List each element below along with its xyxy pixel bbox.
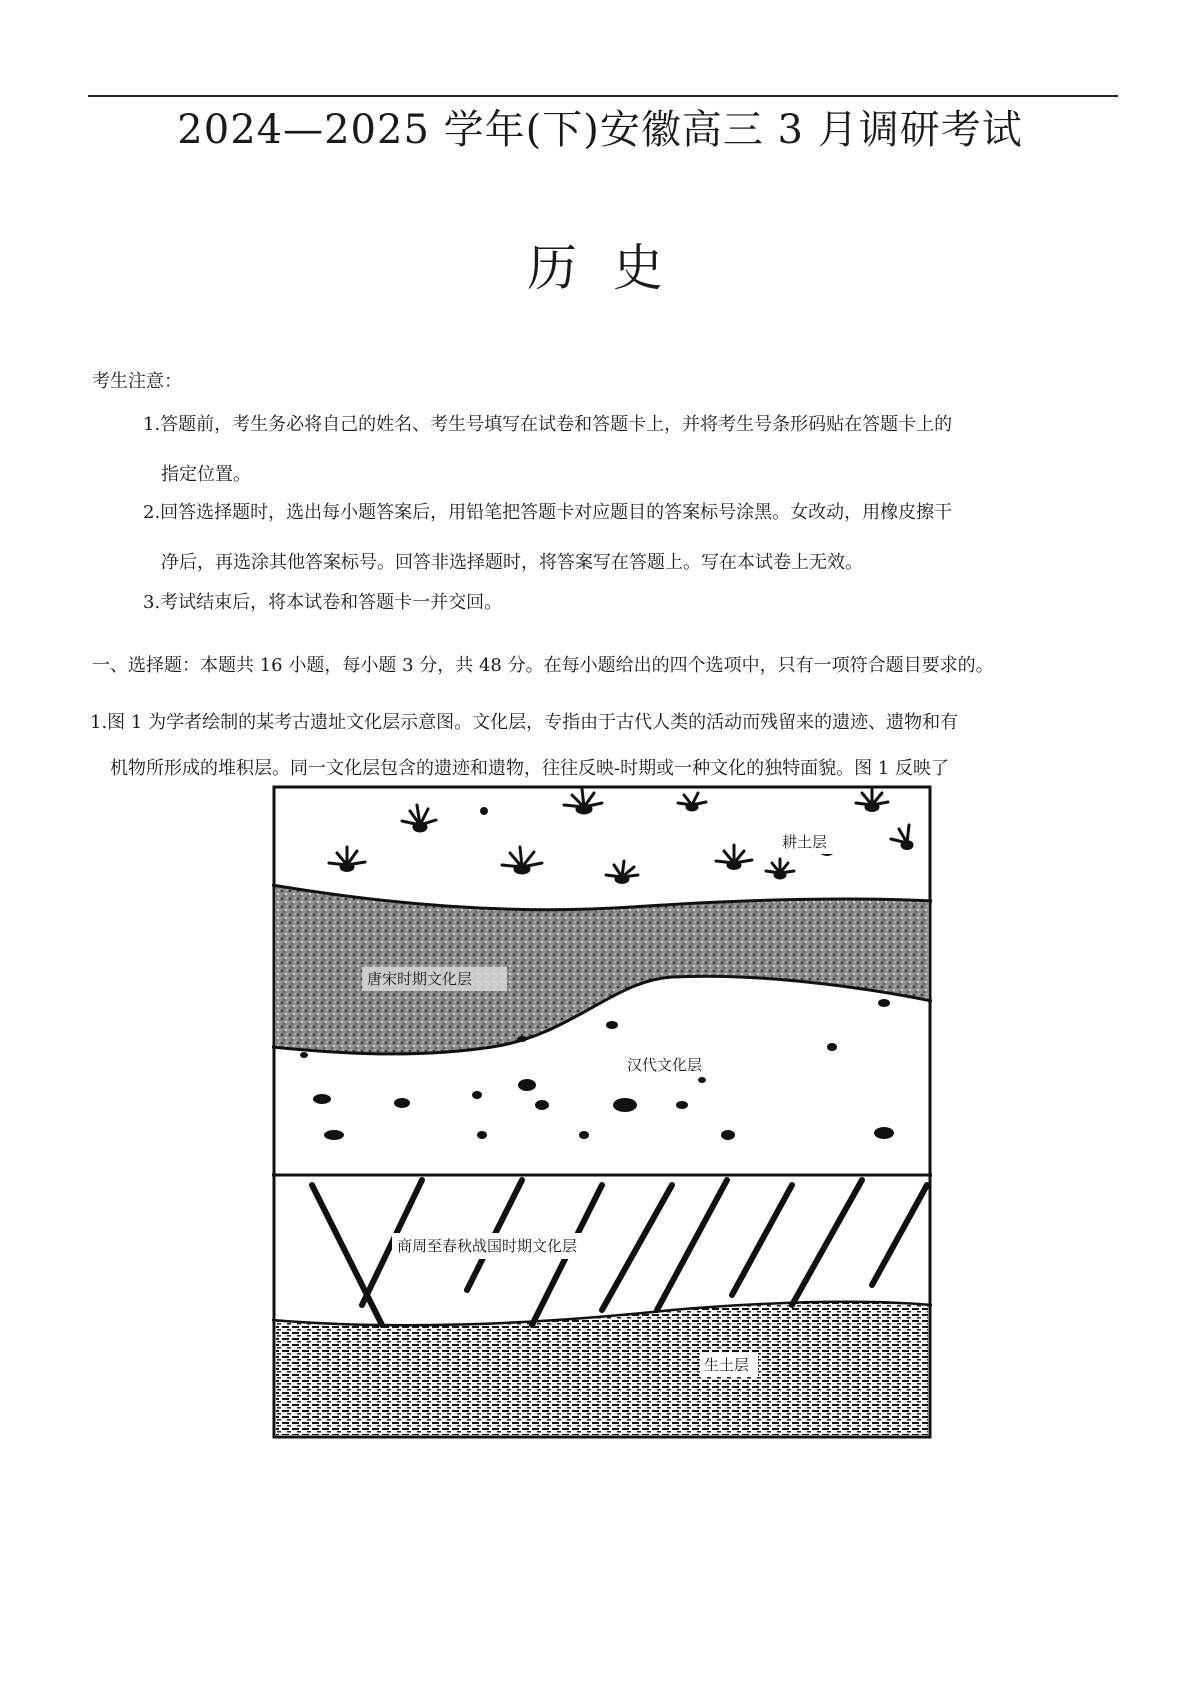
notice-item-3-line1: 3.考试结束后，将本试卷和答题卡一并交回。 — [143, 592, 503, 613]
question-1-line2: 机物所形成的堆积层。同一文化层包含的遗迹和遗物，往往反映-时期或一种文化的独特面貌。图 1 反映了 — [110, 758, 949, 779]
notice-item-2-line2: 净后，再选涂其他答案标号。回答非选择题时，将答案写在答题上。写在本试卷上无效。 — [161, 552, 863, 573]
notice-heading: 考生注意： — [92, 371, 182, 392]
strata-figure — [272, 785, 932, 1439]
notice-item-2 — [143, 488, 1128, 588]
plough-layer-label: 耕土层 — [782, 833, 828, 851]
exam-title: 2024—2025 学年(下)安徽高三 3 月调研考试 — [177, 107, 1023, 153]
shang-zhou-layer-label: 商周至春秋战国时期文化层 — [397, 1237, 578, 1255]
subject-title: 历 史 — [527, 239, 673, 297]
question-1 — [90, 700, 1130, 792]
strata-diagram — [272, 785, 932, 1439]
header-rule — [88, 95, 1118, 97]
question-1-line1: 1.图 1 为学者绘制的某考古遗址文化层示意图。文化层，专指由于古代人类的活动而残留来的遗迹、遗物和有 — [90, 712, 959, 733]
section-heading: 一、选择题：本题共 16 小题，每小题 3 分，共 48 分。在每小题给出的四个选项中，只有一项符合题目要求的。 — [92, 655, 994, 676]
han-layer-label: 汉代文化层 — [627, 1056, 703, 1074]
notice-item-2-line1: 2.回答选择题时，选出每小题答案后，用铅笔把答题卡对应题目的答案标号涂黑。女改动，用橡皮擦干 — [143, 502, 953, 523]
natural-soil-layer-label: 生土层 — [704, 1356, 750, 1374]
notice-item-1-line1: 1.答题前，考生务必将自己的姓名、考生号填写在试卷和答题卡上，并将考生号条形码贴在答题卡上的 — [143, 414, 953, 435]
notice-item-1-line2: 指定位置。 — [161, 464, 251, 485]
notice-item-1 — [143, 400, 1128, 500]
tang-song-layer-label: 唐宋时期文化层 — [367, 970, 473, 988]
notice-item-3 — [143, 578, 1128, 628]
